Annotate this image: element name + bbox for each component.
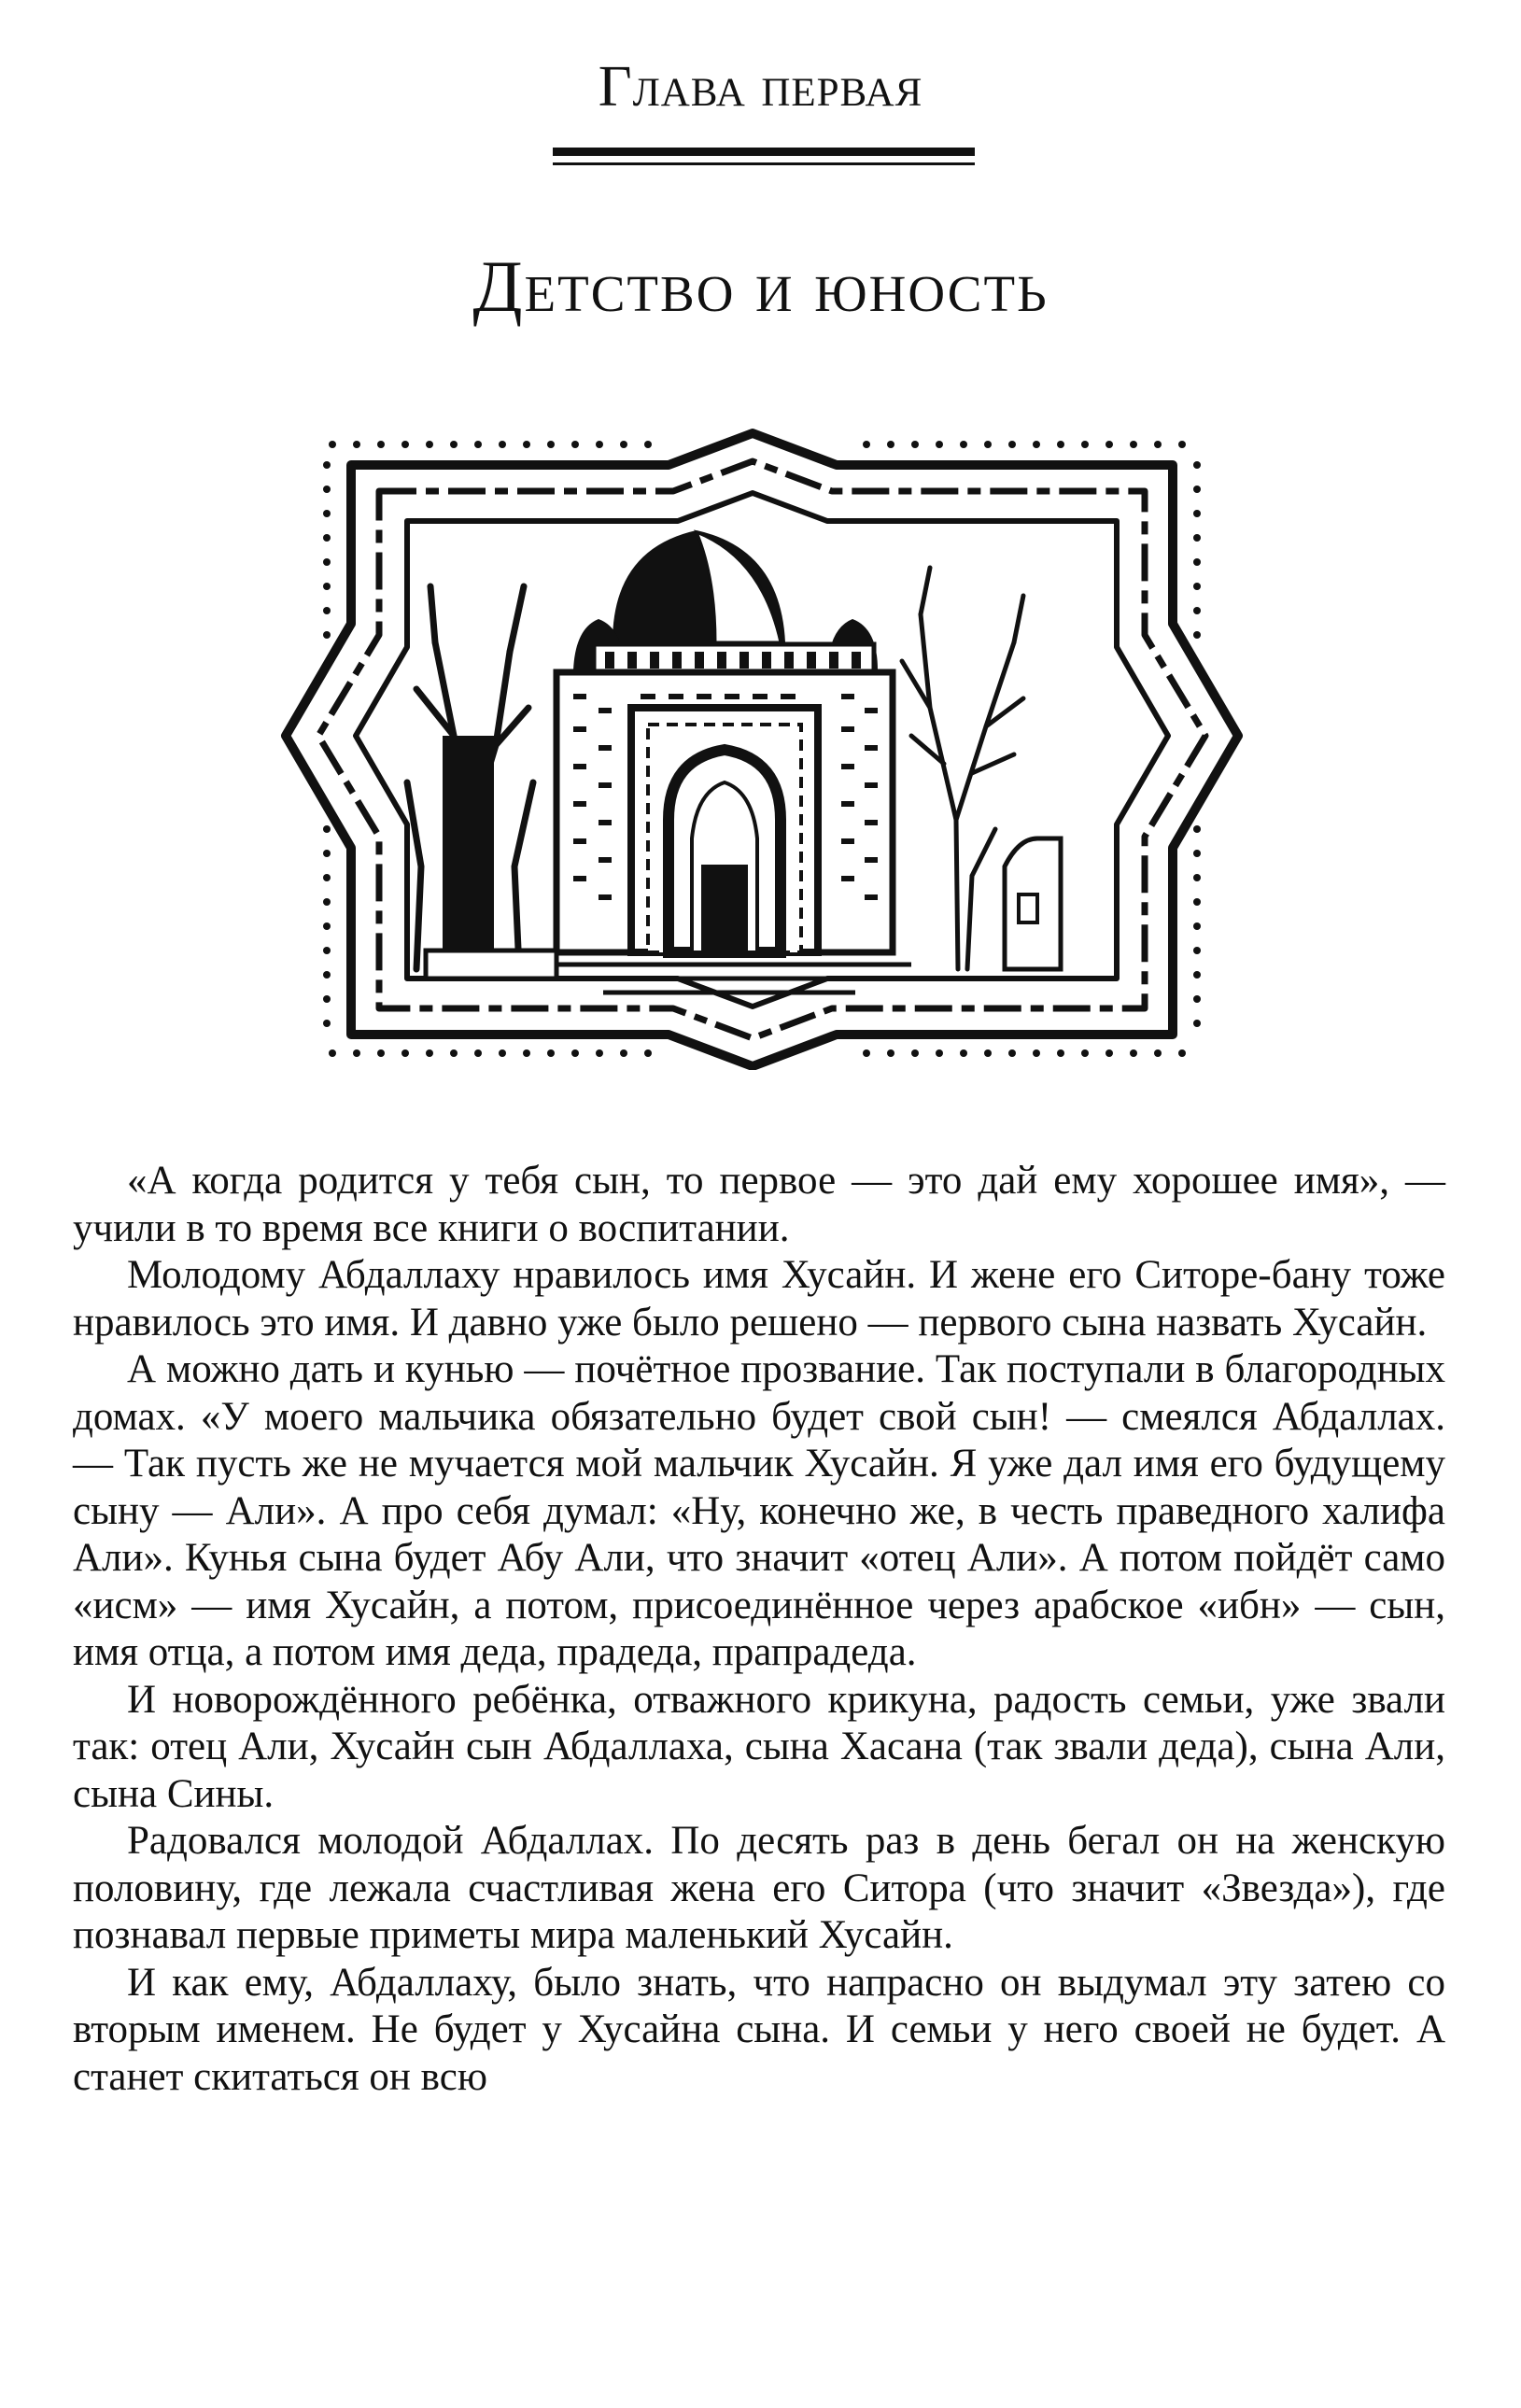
frame-dot xyxy=(1130,441,1137,448)
paragraph: «А когда родится у тебя сын, то первое — это дай ему хорошее имя», — учили в то время все книги о воспитании. xyxy=(73,1159,1445,1250)
frame-dot xyxy=(911,1049,919,1057)
frame-dot xyxy=(323,461,331,469)
frame-dot xyxy=(1193,898,1201,906)
frame-dot xyxy=(571,441,579,448)
frame-dot xyxy=(887,441,894,448)
frame-dot xyxy=(1106,441,1113,448)
frame-dot xyxy=(1008,1049,1016,1057)
frame-dot xyxy=(353,1049,360,1057)
frame-dot xyxy=(474,1049,482,1057)
frame-dot xyxy=(1193,510,1201,517)
frame-dot xyxy=(1154,441,1162,448)
frame-dot xyxy=(887,1049,894,1057)
frame-dot xyxy=(426,441,433,448)
frame-dot xyxy=(1178,1049,1186,1057)
frame-dot xyxy=(936,441,943,448)
frame-dot xyxy=(1130,1049,1137,1057)
frame-dot xyxy=(377,441,385,448)
frame-dot xyxy=(1193,1020,1201,1027)
frame-dot xyxy=(401,441,409,448)
frame-dot xyxy=(620,441,627,448)
frame-dot xyxy=(960,1049,967,1057)
frame-dot xyxy=(1154,1049,1162,1057)
frame-dot xyxy=(353,441,360,448)
frame-dot xyxy=(1193,947,1201,954)
frame-dot xyxy=(401,1049,409,1057)
body-text xyxy=(73,1158,1445,2101)
frame-dot xyxy=(323,607,331,614)
frame-dot xyxy=(323,534,331,542)
frame-dot xyxy=(523,1049,530,1057)
frame-dot xyxy=(1033,441,1040,448)
frame-dot xyxy=(499,441,506,448)
frame-dot xyxy=(936,1049,943,1057)
frame-dot xyxy=(1193,631,1201,639)
frame-dot xyxy=(620,1049,627,1057)
frame-dot xyxy=(596,441,603,448)
frame-dot xyxy=(499,1049,506,1057)
frame-dot xyxy=(644,441,652,448)
frame-dot xyxy=(547,1049,555,1057)
frame-dot xyxy=(329,1049,336,1057)
frame-dot xyxy=(1193,583,1201,590)
frame-dot xyxy=(1193,874,1201,881)
frame-dot xyxy=(1193,534,1201,542)
frame-dot xyxy=(377,1049,385,1057)
frame-dot xyxy=(323,583,331,590)
frame-dot xyxy=(547,441,555,448)
mausoleum-vignette-icon xyxy=(276,428,1247,1070)
frame-dot xyxy=(1193,971,1201,979)
frame-dot xyxy=(863,1049,870,1057)
title-rule-thin xyxy=(553,162,975,165)
frame-dot xyxy=(1106,1049,1113,1057)
frame-dot xyxy=(323,1020,331,1027)
frame-dot xyxy=(1193,922,1201,930)
frame-dot xyxy=(450,441,458,448)
title-rule-thick xyxy=(553,148,975,156)
frame-dot xyxy=(911,441,919,448)
frame-dot xyxy=(960,441,967,448)
frame-dot xyxy=(1193,825,1201,833)
frame-dot xyxy=(1081,441,1089,448)
frame-dot xyxy=(323,486,331,493)
frame-dot xyxy=(323,995,331,1003)
paragraph: Молодому Абдаллаху нравилось имя Хусайн. И жене его Ситоре-бану тоже нравилось это имя. И давно уже было решено — первого сына назвать Хусайн. xyxy=(73,1253,1445,1345)
frame-dot xyxy=(1081,1049,1089,1057)
frame-dot xyxy=(644,1049,652,1057)
frame-dot xyxy=(323,947,331,954)
frame-dot xyxy=(1193,486,1201,493)
chapter-title: Детство и юность xyxy=(472,246,1049,327)
frame-dot xyxy=(1057,1049,1064,1057)
frame-dot xyxy=(1193,461,1201,469)
frame-dot xyxy=(426,1049,433,1057)
frame-dot xyxy=(596,1049,603,1057)
frame-dot xyxy=(523,441,530,448)
frame-dot xyxy=(323,825,331,833)
paragraph: И новорождённого ребёнка, отважного крикуна, радость семьи, уже звали так: отец Али, Хусайн сын Абдаллаха, сына Хасана (так звали деда), сына Али, сына Сины. xyxy=(73,1677,1445,1816)
frame-dot xyxy=(450,1049,458,1057)
frame-dot xyxy=(571,1049,579,1057)
frame-dot xyxy=(1057,441,1064,448)
frame-dot xyxy=(323,558,331,566)
frame-dot xyxy=(1033,1049,1040,1057)
frame-dot xyxy=(984,441,992,448)
frame-dot xyxy=(323,850,331,857)
frame-dot xyxy=(323,922,331,930)
paragraph: А можно дать и кунью — почётное прозвание. Так поступали в благородных домах. «У моего мальчика обязательно будет свой сын! — смеялся Абдаллах. — Так пусть же не мучается мой мальчик Хусайн. Я уже дал имя его будущему сыну — Али». А про себя думал: «Ну, конечно же, в честь праведного халифа Али». Кунья сына будет Абу Али, что значит «отец Али». А потом пойдёт само «исм» — имя Хусайн, а потом, присоединённое через арабское «ибн» — сын, имя отца, а потом имя деда, прадеда, прапрадеда. xyxy=(73,1347,1445,1674)
frame-dot xyxy=(329,441,336,448)
frame-dot xyxy=(323,971,331,979)
chapter-label: Глава первая xyxy=(598,55,923,119)
frame-dot xyxy=(1193,850,1201,857)
mausoleum-scene xyxy=(407,530,1061,993)
frame-dot xyxy=(474,441,482,448)
frame-dot xyxy=(1008,441,1016,448)
paragraph: И как ему, Абдаллаху, было знать, что напрасно он выдумал эту затею со вторым именем. Не будет у Хусайна сына. И семьи у него своей не будет. А станет скитаться он всю xyxy=(73,1960,1445,2099)
frame-dot xyxy=(863,441,870,448)
frame-dot xyxy=(1178,441,1186,448)
frame-dot xyxy=(1193,558,1201,566)
frame-dot xyxy=(1193,995,1201,1003)
paragraph: Радовался молодой Абдаллах. По десять раз в день бегал он на женскую половину, где лежала счастливая жена его Ситора (что значит «Звезда»), где познавал первые приметы мира маленький Хусайн. xyxy=(73,1819,1445,1957)
frame-dot xyxy=(323,510,331,517)
frame-dot xyxy=(984,1049,992,1057)
frame-dot xyxy=(323,898,331,906)
frame-dot xyxy=(323,874,331,881)
frame-dot xyxy=(323,631,331,639)
frame-dot xyxy=(1193,607,1201,614)
